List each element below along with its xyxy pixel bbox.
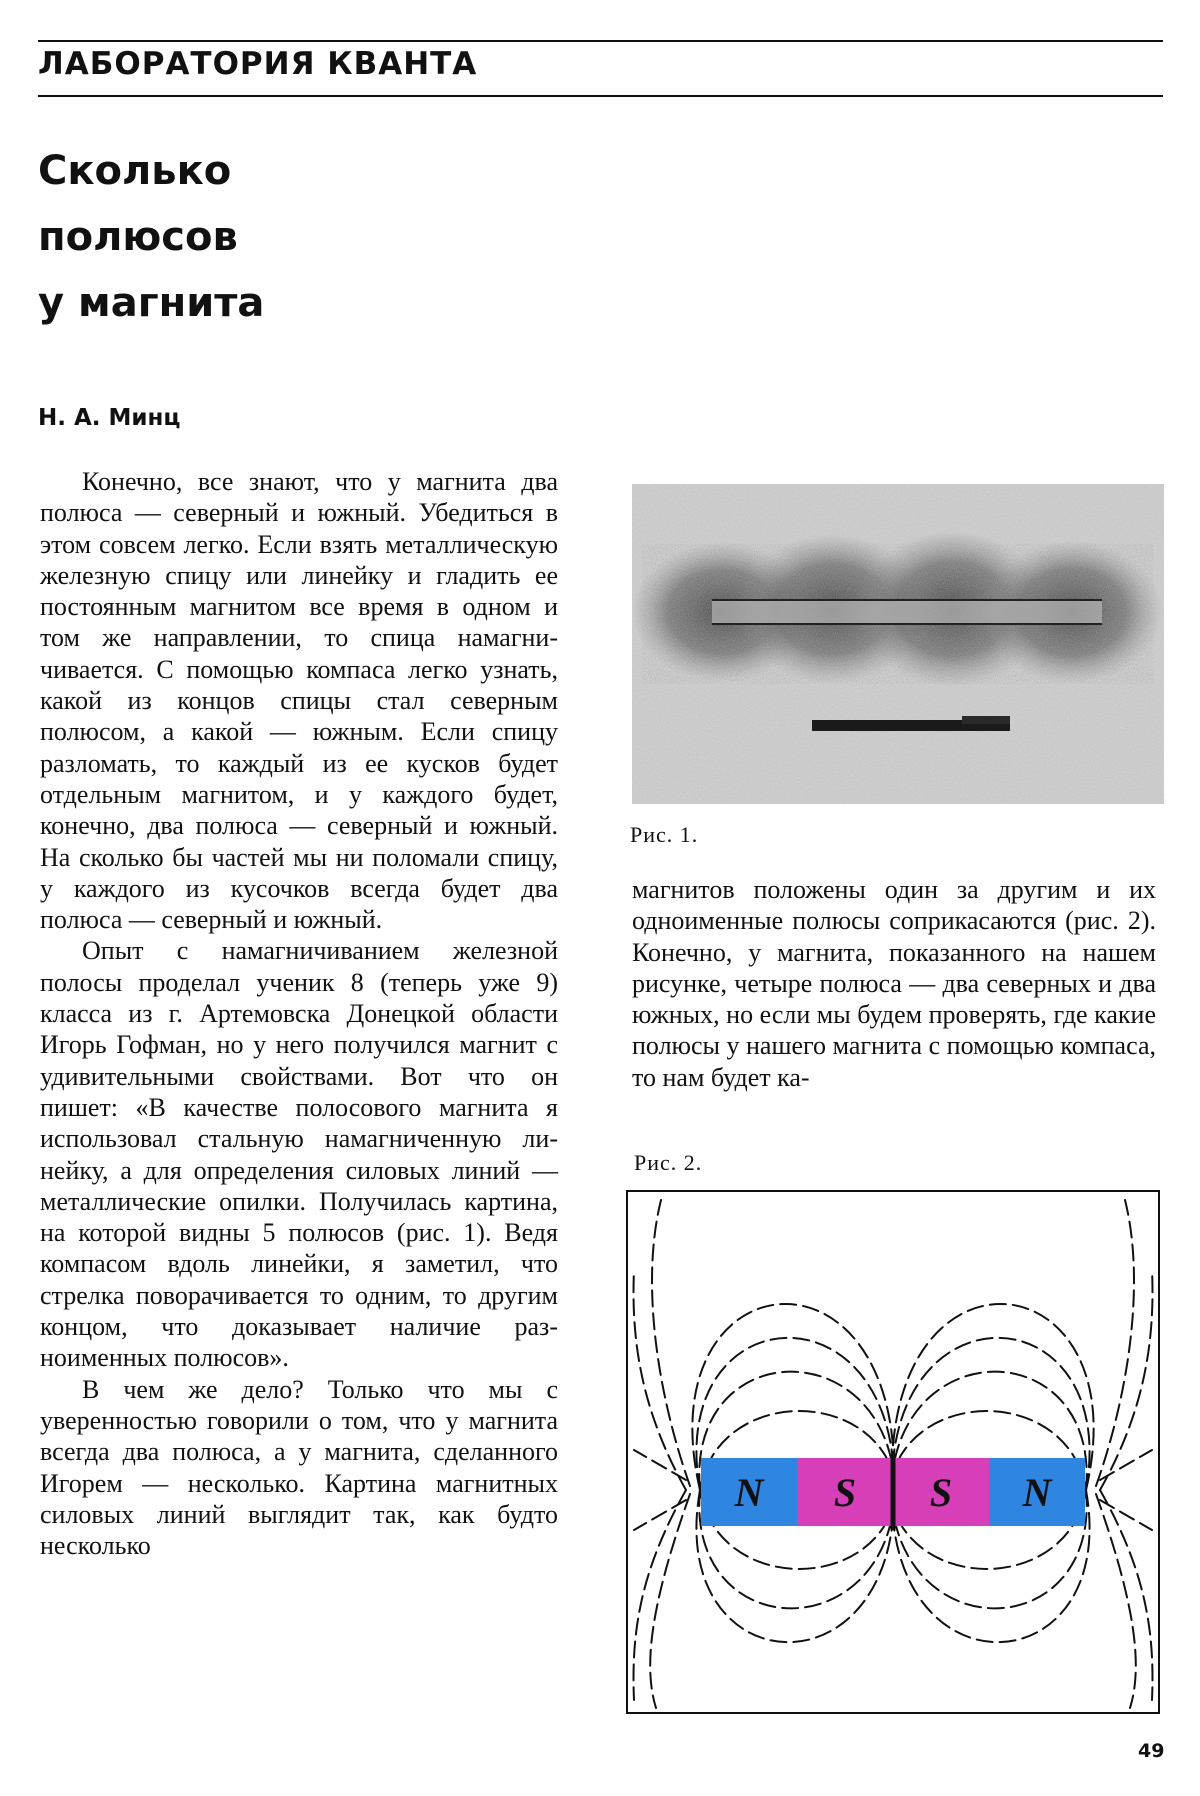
top-rule (38, 40, 1163, 42)
paragraph: Конечно, все знают, что у магнита два полюса — северный и южный. Убедиться в этом совсем легко. Если взять металлическую железную спицу или линейку и гладить ее постоянным магнитом все время в одном и том же направлении, то спица намагничивается. С помощью компаса легко узнать, какой из концов спицы стал северным полюсом, а какой — южным. Если спицу разломать, то каждый из ее кусков будет отдельным магнитом, и у каждого будет, конечно, два полюса — северный и южный. На сколько бы частей мы ни поломали спицу, у каждого из кусочков всегда будет два полюса — северный и южный. (40, 467, 558, 935)
pole-label-north: N (1022, 1470, 1052, 1515)
left-column (40, 466, 558, 1561)
title-line: у магнита (38, 280, 265, 326)
title-line: Сколько (38, 148, 232, 194)
pole-label-north: N (734, 1470, 764, 1515)
section-title: ЛАБОРАТОРИЯ КВАНТА (38, 46, 478, 82)
magnet-bar (701, 1454, 1085, 1530)
paragraph: магнитов положены один за другим и их одноименные полюсы соприкасаются (рис. 2). Конечно, у магнита, показанного на нашем рисунке, четыре полюса — два северных и два южных, но если мы будем проверять, где какие полюсы у нашего магнита с помощью компаса, то нам будет ка- (632, 875, 1156, 1092)
author: Н. А. Минц (38, 405, 181, 431)
pole-label-south: S (833, 1470, 857, 1515)
figure-2-caption: Рис. 2. (634, 1150, 703, 1175)
section-rule (38, 95, 1163, 97)
figure-1-caption: Рис. 1. (630, 822, 699, 847)
paragraph: В чем же дело? Только что мы с уверенностью говорили о том, что у магнита всегда два полюса, а у магнита, сделанного Игорем — несколько. Картина магнитных силовых линий выглядит так, как будто несколько (40, 1374, 558, 1561)
paragraph: Опыт с намагничиванием железной полосы проделал ученик 8 (теперь уже 9) класса из г. Артемовска Донецкой области Игорь Гофман, но у него получился магнит с удивительными свойствами. Вот что он пишет: «В качестве полосового магнита я использовал стальную намагниченную линейку, а для определения силовых линий — металлические опилки. Получилась картина, на которой видны 5 полюсов (рис. 1). Ведя компасом вдоль линейки, я заметил, что стрелка поворачивается то одним, то другим концом, что доказывает наличие разноименных полюсов». (40, 936, 558, 1373)
article-title (38, 138, 264, 336)
title-line: полюсов (38, 214, 238, 260)
right-column (632, 874, 1156, 1093)
figure-2-field-lines-diagram (626, 1190, 1160, 1714)
figure-1-iron-filings-photo (632, 484, 1164, 804)
page-number: 49 (1138, 1740, 1165, 1762)
pole-label-south: S (929, 1470, 953, 1515)
